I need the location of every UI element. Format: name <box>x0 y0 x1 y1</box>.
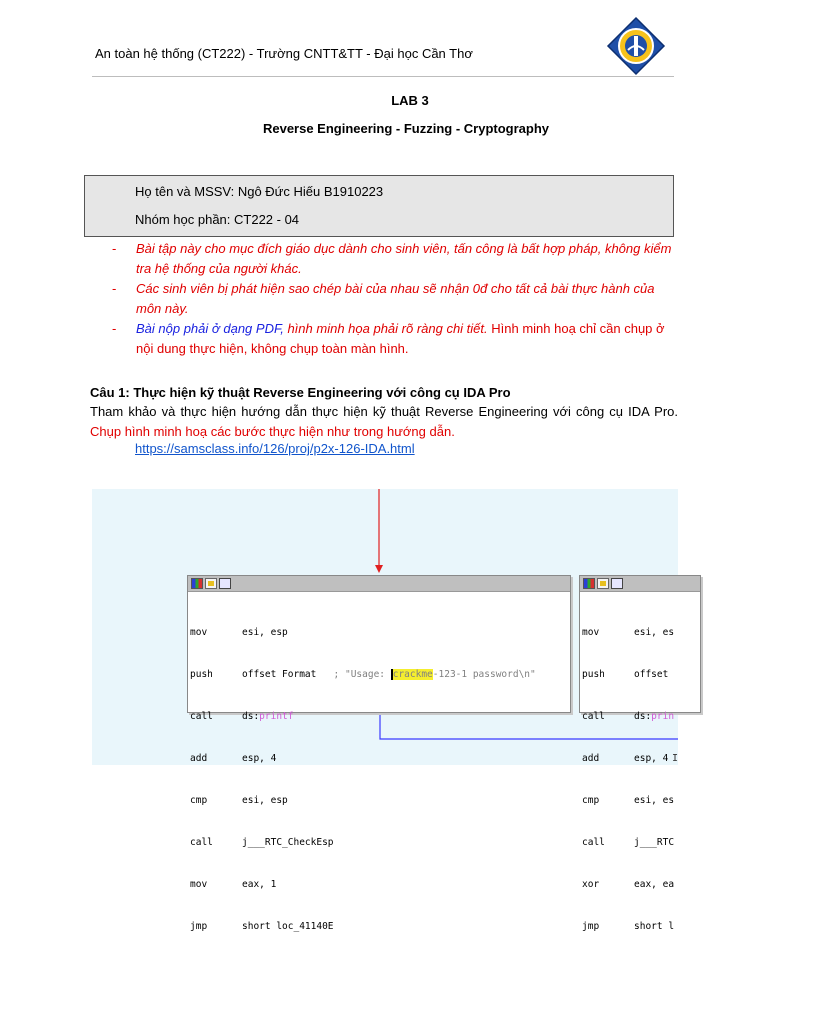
asm-line: xor eax, ea <box>582 879 675 890</box>
bullet-dash: - <box>112 321 117 336</box>
list-item <box>112 239 678 279</box>
ctu-university-logo-icon <box>606 16 666 76</box>
asm-line: call ds:prin <box>582 711 675 722</box>
asm-line: jmp short loc_41140E <box>190 921 334 932</box>
search-highlight: crackme <box>392 669 433 680</box>
cropped-node-glyph: I <box>672 753 679 764</box>
edit-node-icon[interactable] <box>597 578 609 589</box>
note-text: Các sinh viên bị phát hiện sao chép bài của nhau sẽ nhận 0đ cho tất cả bài thực hành của môn này. <box>136 281 655 316</box>
asm-line: cmp esi, esp <box>190 795 288 806</box>
student-name-line: Họ tên và MSSV: Ngô Đức Hiếu B1910223 <box>135 184 384 199</box>
question-1-heading: Câu 1: Thực hiện kỹ thuật Reverse Engineering với công cụ IDA Pro <box>90 385 511 400</box>
bullet-dash: - <box>112 241 117 256</box>
asm-line: push offset <box>582 669 675 680</box>
asm-line: call j___RTC <box>582 837 675 848</box>
note-text: Bài tập này cho mục đích giáo dục dành cho sinh viên, tấn công là bất hợp pháp, không kiểm tra hệ thống của người khác. <box>136 241 672 276</box>
lab-title: LAB 3 <box>391 93 429 108</box>
asm-line: mov esi, esp <box>190 627 288 638</box>
student-info-box <box>84 175 674 237</box>
disassembly-listing <box>580 592 700 964</box>
asm-line: mov eax, 1 <box>190 879 277 890</box>
bullet-dash: - <box>112 281 117 296</box>
asm-line: call j___RTC_CheckEsp <box>190 837 334 848</box>
note-text-red-italic: hình minh họa phải rõ ràng chi tiết. <box>283 321 488 336</box>
ida-graph-screenshot <box>92 489 679 932</box>
graph-view-icon[interactable] <box>583 578 595 589</box>
edge-red-arrowhead <box>375 565 383 573</box>
course-header: An toàn hệ thống (CT222) - Trường CNTT&TT - Đại học Cần Thơ <box>95 46 473 61</box>
asm-line: push offset Format ; "Usage: crackme-123-1 password\n" <box>190 669 536 680</box>
tutorial-link[interactable]: https://samsclass.info/126/proj/p2x-126-IDA.html <box>135 441 415 456</box>
note-text-red: Hình minh hoạ chỉ cần chụp ở nội dung thực hiện, không chụp toàn màn hình. <box>136 321 665 356</box>
asm-block-right[interactable] <box>579 575 701 932</box>
asm-line: call ds:printf <box>190 711 294 722</box>
header-divider <box>92 76 674 77</box>
question-1-instruction: Chụp hình minh hoạ các bước thực hiện như trong hướng dẫn. <box>90 424 455 439</box>
asm-block-left[interactable] <box>187 575 571 932</box>
disassembly-listing <box>188 592 570 964</box>
asm-line: mov esi, es <box>582 627 675 638</box>
list-view-icon[interactable] <box>219 578 231 589</box>
block-toolbar <box>188 576 570 592</box>
note-text-blue: Bài nộp phải ở dạng PDF, <box>136 321 284 336</box>
list-item <box>112 279 678 319</box>
graph-view-icon[interactable] <box>191 578 203 589</box>
lab-subtitle: Reverse Engineering - Fuzzing - Cryptography <box>262 121 550 136</box>
list-item <box>112 319 678 359</box>
student-group-line: Nhóm học phần: CT222 - 04 <box>135 212 300 227</box>
question-1-body <box>90 402 678 442</box>
asm-line: jmp short l <box>582 921 675 932</box>
asm-line: add esp, 4 <box>582 753 669 764</box>
rules-list <box>112 239 678 359</box>
list-view-icon[interactable] <box>611 578 623 589</box>
asm-line: cmp esi, es <box>582 795 675 806</box>
question-1-text: Tham khảo và thực hiện hướng dẫn thực hiện kỹ thuật Reverse Engineering với công cụ IDA Pro. <box>90 404 678 419</box>
asm-line: add esp, 4 <box>190 753 277 764</box>
block-toolbar <box>580 576 700 592</box>
edit-node-icon[interactable] <box>205 578 217 589</box>
